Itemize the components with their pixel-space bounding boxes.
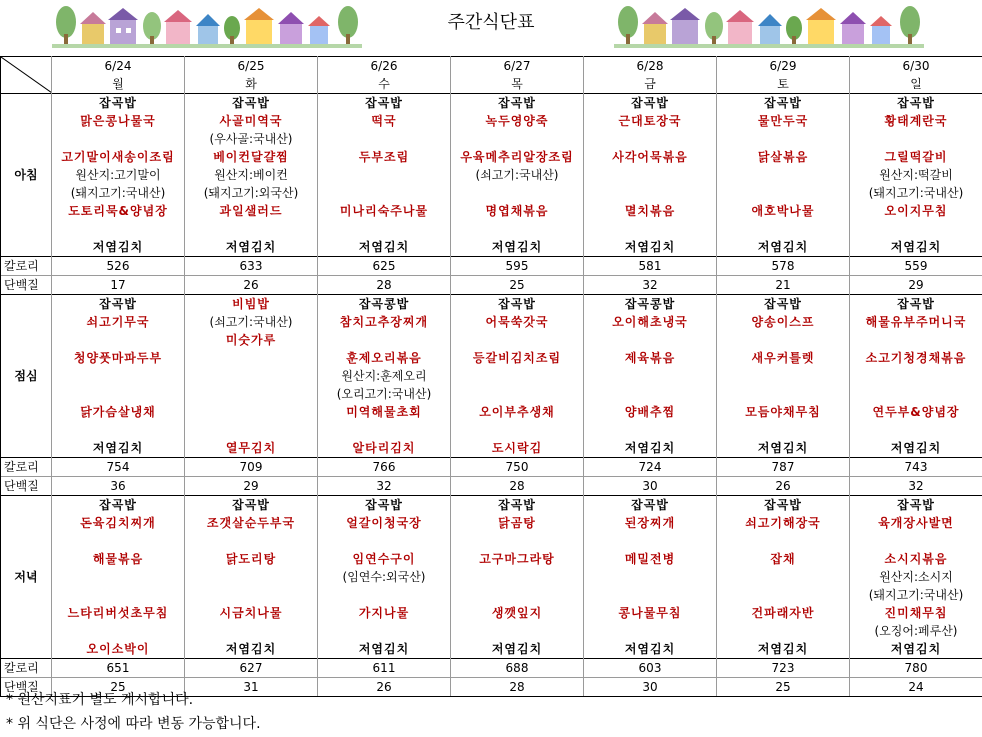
- protein-value: 28: [318, 276, 451, 295]
- dish-cell: 저염김치: [52, 238, 185, 257]
- dish-cell: [584, 385, 717, 403]
- diagonal-line: [1, 57, 52, 93]
- dish-cell: 소고기청경채볶음: [850, 349, 982, 367]
- dish-cell: [584, 568, 717, 586]
- dish-cell: [318, 586, 451, 604]
- meal-label: 저녁: [1, 496, 52, 659]
- dish-cell: 모듬야채무침: [717, 403, 850, 421]
- corner-cell: [1, 57, 52, 94]
- footnote-change: * 위 식단은 사정에 따라 변동 가능합니다.: [6, 716, 261, 732]
- dish-cell: [584, 622, 717, 640]
- meal-label: 점심: [1, 295, 52, 458]
- dish-cell: 해물유부주머니국: [850, 313, 982, 331]
- weekday-row: [1, 75, 982, 94]
- date-header: 6/26: [318, 57, 451, 76]
- dish-cell: 저염김치: [185, 238, 318, 257]
- protein-value: 26: [318, 678, 451, 697]
- dish-cell: 쇠고기무국: [52, 313, 185, 331]
- dish-cell: [584, 331, 717, 349]
- dish-cell: [451, 220, 584, 238]
- menu-row: [1, 220, 982, 238]
- dish-cell: 두부조림: [318, 148, 451, 166]
- dish-cell: 쇠고기해장국: [717, 514, 850, 532]
- dish-cell: [52, 532, 185, 550]
- page-title: 주간식단표: [447, 12, 535, 33]
- dish-cell: 맑은콩나물국: [52, 112, 185, 130]
- menu-row: [1, 568, 982, 586]
- dish-cell: 잡곡밥: [318, 496, 451, 515]
- dish-cell: (쇠고기:국내산): [185, 313, 318, 331]
- menu-row: [1, 496, 982, 515]
- dish-cell: [717, 220, 850, 238]
- calorie-row: [1, 257, 982, 276]
- calorie-value: 603: [584, 659, 717, 678]
- dish-cell: 떡국: [318, 112, 451, 130]
- date-header: 6/29: [717, 57, 850, 76]
- dish-cell: (돼지고기:국내산): [850, 184, 982, 202]
- dish-cell: 사골미역국: [185, 112, 318, 130]
- dish-cell: 도시락김: [451, 439, 584, 458]
- dish-cell: [717, 166, 850, 184]
- dish-cell: 닭곰탕: [451, 514, 584, 532]
- dish-cell: 과일샐러드: [185, 202, 318, 220]
- dish-cell: [52, 220, 185, 238]
- dish-cell: 조갯살순두부국: [185, 514, 318, 532]
- dish-cell: 등갈비김치조림: [451, 349, 584, 367]
- dish-cell: 양송이스프: [717, 313, 850, 331]
- dish-cell: 돈육김치찌개: [52, 514, 185, 532]
- dish-cell: 원산지:훈제오리: [318, 367, 451, 385]
- dish-cell: 느타리버섯초무침: [52, 604, 185, 622]
- dish-cell: 어묵쑥갓국: [451, 313, 584, 331]
- dish-cell: [584, 586, 717, 604]
- dish-cell: [584, 130, 717, 148]
- dish-cell: [185, 586, 318, 604]
- dish-cell: 잡곡밥: [717, 295, 850, 314]
- dish-cell: 잡곡밥: [52, 94, 185, 113]
- dish-cell: 저염김치: [451, 238, 584, 257]
- dish-cell: 사각어묵볶음: [584, 148, 717, 166]
- dish-cell: 고구마그라탕: [451, 550, 584, 568]
- date-header: 6/24: [52, 57, 185, 76]
- date-header: 6/27: [451, 57, 584, 76]
- dish-cell: 잡곡밥: [52, 295, 185, 314]
- dish-cell: 잡곡밥: [451, 496, 584, 515]
- weekday-header: 목: [451, 75, 584, 94]
- menu-row: [1, 550, 982, 568]
- protein-value: 26: [185, 276, 318, 295]
- village-illustration-right: [614, 2, 924, 48]
- dish-cell: 황태계란국: [850, 112, 982, 130]
- menu-row: [1, 586, 982, 604]
- dish-cell: [318, 331, 451, 349]
- menu-row: [1, 331, 982, 349]
- dish-cell: 육개장사발면: [850, 514, 982, 532]
- dish-cell: [717, 622, 850, 640]
- dish-cell: [717, 385, 850, 403]
- dish-cell: 새우커틀렛: [717, 349, 850, 367]
- weekday-header: 수: [318, 75, 451, 94]
- weekday-header: 토: [717, 75, 850, 94]
- dish-cell: 닭가슴살냉채: [52, 403, 185, 421]
- menu-row: [1, 640, 982, 659]
- dish-cell: 원산지:베이컨: [185, 166, 318, 184]
- protein-value: 32: [318, 477, 451, 496]
- dish-cell: 청양풋마파두부: [52, 349, 185, 367]
- menu-row: [1, 238, 982, 257]
- calorie-value: 787: [717, 458, 850, 477]
- dish-cell: 해물볶음: [52, 550, 185, 568]
- dish-cell: [185, 532, 318, 550]
- date-header: 6/30: [850, 57, 982, 76]
- dish-cell: 우육메추리알장조림: [451, 148, 584, 166]
- protein-row: [1, 276, 982, 295]
- calorie-value: 754: [52, 458, 185, 477]
- dish-cell: [584, 166, 717, 184]
- dish-cell: 미역해물초회: [318, 403, 451, 421]
- dish-cell: [52, 130, 185, 148]
- dish-cell: 잡채: [717, 550, 850, 568]
- dish-cell: 저염김치: [717, 640, 850, 659]
- menu-row: [1, 532, 982, 550]
- menu-row: [1, 202, 982, 220]
- calorie-value: 595: [451, 257, 584, 276]
- dish-cell: 연두부&양념장: [850, 403, 982, 421]
- dish-cell: [451, 421, 584, 439]
- dish-cell: [850, 220, 982, 238]
- weekday-header: 일: [850, 75, 982, 94]
- weekday-header: 화: [185, 75, 318, 94]
- protein-value: 25: [52, 678, 185, 697]
- protein-value: 28: [451, 477, 584, 496]
- dish-cell: 저염김치: [717, 439, 850, 458]
- dish-cell: [850, 532, 982, 550]
- calorie-value: 627: [185, 659, 318, 678]
- dish-cell: 미나리숙주나물: [318, 202, 451, 220]
- calorie-value: 750: [451, 458, 584, 477]
- menu-row: [1, 166, 982, 184]
- dish-cell: [185, 385, 318, 403]
- meal-label: 아침: [1, 94, 52, 257]
- protein-value: 17: [52, 276, 185, 295]
- protein-value: 32: [584, 276, 717, 295]
- protein-row: [1, 477, 982, 496]
- dish-cell: 소시지볶음: [850, 550, 982, 568]
- dish-cell: 잡곡콩밥: [318, 295, 451, 314]
- protein-value: 32: [850, 477, 982, 496]
- dish-cell: 저염김치: [451, 640, 584, 659]
- dish-cell: 잡곡밥: [717, 94, 850, 113]
- protein-label: 단백질: [1, 678, 52, 697]
- dish-cell: [185, 220, 318, 238]
- menu-row: [1, 403, 982, 421]
- dish-cell: 양배추찜: [584, 403, 717, 421]
- dish-cell: 그릴떡갈비: [850, 148, 982, 166]
- dish-cell: [717, 568, 850, 586]
- menu-row: [1, 94, 982, 113]
- dish-cell: 녹두영양죽: [451, 112, 584, 130]
- dish-cell: (오징어:페루산): [850, 622, 982, 640]
- dish-cell: [717, 130, 850, 148]
- menu-row: [1, 367, 982, 385]
- dish-cell: 제육볶음: [584, 349, 717, 367]
- dish-cell: 오이지무침: [850, 202, 982, 220]
- calorie-label: 칼로리: [1, 257, 52, 276]
- dish-cell: [318, 622, 451, 640]
- dish-cell: 저염김치: [850, 640, 982, 659]
- protein-value: 21: [717, 276, 850, 295]
- dish-cell: [451, 586, 584, 604]
- dish-cell: 알타리김치: [318, 439, 451, 458]
- dish-cell: [717, 184, 850, 202]
- dish-cell: [52, 385, 185, 403]
- calorie-value: 766: [318, 458, 451, 477]
- dish-cell: 가지나물: [318, 604, 451, 622]
- dish-cell: 잡곡콩밥: [584, 295, 717, 314]
- dish-cell: [717, 532, 850, 550]
- date-row: [1, 57, 982, 76]
- dish-cell: [850, 421, 982, 439]
- menu-row: [1, 130, 982, 148]
- dish-cell: [584, 367, 717, 385]
- weekday-header: 금: [584, 75, 717, 94]
- protein-value: 25: [717, 678, 850, 697]
- dish-cell: 저염김치: [584, 640, 717, 659]
- calorie-value: 709: [185, 458, 318, 477]
- dish-cell: 저염김치: [850, 439, 982, 458]
- protein-value: 30: [584, 678, 717, 697]
- dish-cell: [52, 586, 185, 604]
- calorie-value: 723: [717, 659, 850, 678]
- dish-cell: 생깻잎지: [451, 604, 584, 622]
- dish-cell: 원산지:고기말이: [52, 166, 185, 184]
- protein-value: 29: [850, 276, 982, 295]
- dish-cell: [52, 367, 185, 385]
- dish-cell: (쇠고기:국내산): [451, 166, 584, 184]
- dish-cell: (오리고기:국내산): [318, 385, 451, 403]
- dish-cell: [185, 568, 318, 586]
- dish-cell: 콩나물무침: [584, 604, 717, 622]
- dish-cell: 된장찌개: [584, 514, 717, 532]
- dish-cell: 고기말이새송이조림: [52, 148, 185, 166]
- dish-cell: [318, 130, 451, 148]
- dish-cell: [717, 421, 850, 439]
- dish-cell: [717, 331, 850, 349]
- dish-cell: [185, 367, 318, 385]
- calorie-row: [1, 458, 982, 477]
- dish-cell: 명엽채볶음: [451, 202, 584, 220]
- calorie-value: 611: [318, 659, 451, 678]
- menu-row: [1, 514, 982, 532]
- dish-cell: 열무김치: [185, 439, 318, 458]
- calorie-value: 651: [52, 659, 185, 678]
- dish-cell: 잡곡밥: [451, 94, 584, 113]
- dish-cell: 닭도리탕: [185, 550, 318, 568]
- dish-cell: 오이해초냉국: [584, 313, 717, 331]
- menu-row: [1, 604, 982, 622]
- calorie-value: 743: [850, 458, 982, 477]
- dish-cell: 도토리묵&양념장: [52, 202, 185, 220]
- menu-row: [1, 622, 982, 640]
- dish-cell: [451, 568, 584, 586]
- dish-cell: 잡곡밥: [318, 94, 451, 113]
- dish-cell: [584, 421, 717, 439]
- dish-cell: [850, 331, 982, 349]
- dish-cell: 저염김치: [717, 238, 850, 257]
- protein-value: 24: [850, 678, 982, 697]
- dish-cell: 잡곡밥: [185, 94, 318, 113]
- dish-cell: 잡곡밥: [584, 94, 717, 113]
- dish-cell: [318, 166, 451, 184]
- dish-cell: [185, 421, 318, 439]
- dish-cell: [185, 403, 318, 421]
- dish-cell: [451, 385, 584, 403]
- dish-cell: [850, 130, 982, 148]
- dish-cell: [717, 367, 850, 385]
- menu-row: [1, 439, 982, 458]
- dish-cell: 잡곡밥: [52, 496, 185, 515]
- dish-cell: 얼갈이청국장: [318, 514, 451, 532]
- calorie-value: 688: [451, 659, 584, 678]
- dish-cell: [52, 568, 185, 586]
- menu-row: [1, 385, 982, 403]
- calorie-value: 780: [850, 659, 982, 678]
- dish-cell: 임연수구이: [318, 550, 451, 568]
- dish-cell: [584, 532, 717, 550]
- calorie-value: 633: [185, 257, 318, 276]
- calorie-value: 526: [52, 257, 185, 276]
- dish-cell: 멸치볶음: [584, 202, 717, 220]
- calorie-value: 625: [318, 257, 451, 276]
- date-header: 6/28: [584, 57, 717, 76]
- dish-cell: 원산지:떡갈비: [850, 166, 982, 184]
- dish-cell: 저염김치: [850, 238, 982, 257]
- dish-cell: 잡곡밥: [850, 94, 982, 113]
- calorie-value: 559: [850, 257, 982, 276]
- calorie-value: 724: [584, 458, 717, 477]
- dish-cell: 잡곡밥: [717, 496, 850, 515]
- menu-row: [1, 112, 982, 130]
- dish-cell: [52, 622, 185, 640]
- dish-cell: [451, 367, 584, 385]
- menu-row: [1, 184, 982, 202]
- dish-cell: [451, 622, 584, 640]
- menu-row: [1, 148, 982, 166]
- dish-cell: 잡곡밥: [850, 295, 982, 314]
- dish-cell: 닭살볶음: [717, 148, 850, 166]
- dish-cell: [451, 532, 584, 550]
- protein-value: 25: [451, 276, 584, 295]
- menu-row: [1, 349, 982, 367]
- dish-cell: 물만두국: [717, 112, 850, 130]
- dish-cell: [318, 532, 451, 550]
- dish-cell: (돼지고기:외국산): [185, 184, 318, 202]
- dish-cell: 참치고추장찌개: [318, 313, 451, 331]
- dish-cell: [717, 586, 850, 604]
- calorie-label: 칼로리: [1, 659, 52, 678]
- calorie-value: 581: [584, 257, 717, 276]
- calorie-row: [1, 659, 982, 678]
- menu-row: [1, 295, 982, 314]
- dish-cell: [850, 367, 982, 385]
- dish-cell: [318, 220, 451, 238]
- dish-cell: 저염김치: [318, 238, 451, 257]
- dish-cell: 저염김치: [318, 640, 451, 659]
- dish-cell: (돼지고기:국내산): [850, 586, 982, 604]
- dish-cell: [52, 331, 185, 349]
- dish-cell: 훈제오리볶음: [318, 349, 451, 367]
- header: [0, 0, 982, 56]
- protein-value: 28: [451, 678, 584, 697]
- dish-cell: 오이부추생채: [451, 403, 584, 421]
- dish-cell: 저염김치: [52, 439, 185, 458]
- protein-value: 30: [584, 477, 717, 496]
- date-header: 6/25: [185, 57, 318, 76]
- dish-cell: 잡곡밥: [850, 496, 982, 515]
- dish-cell: 오이소박이: [52, 640, 185, 659]
- dish-cell: (우사골:국내산): [185, 130, 318, 148]
- protein-value: 31: [185, 678, 318, 697]
- dish-cell: 잡곡밥: [185, 496, 318, 515]
- dish-cell: [185, 349, 318, 367]
- dish-cell: [451, 184, 584, 202]
- dish-cell: [451, 130, 584, 148]
- dish-cell: 저염김치: [185, 640, 318, 659]
- protein-value: 36: [52, 477, 185, 496]
- weekday-header: 월: [52, 75, 185, 94]
- dish-cell: [451, 331, 584, 349]
- protein-label: 단백질: [1, 276, 52, 295]
- dish-cell: [584, 220, 717, 238]
- dish-cell: [52, 421, 185, 439]
- dish-cell: [850, 385, 982, 403]
- dish-cell: 미숫가루: [185, 331, 318, 349]
- dish-cell: 저염김치: [584, 439, 717, 458]
- dish-cell: 잡곡밥: [584, 496, 717, 515]
- dish-cell: [185, 622, 318, 640]
- dish-cell: 잡곡밥: [451, 295, 584, 314]
- dish-cell: 근대토장국: [584, 112, 717, 130]
- dish-cell: (돼지고기:국내산): [52, 184, 185, 202]
- dish-cell: 시금치나물: [185, 604, 318, 622]
- dish-cell: [318, 184, 451, 202]
- protein-label: 단백질: [1, 477, 52, 496]
- calorie-label: 칼로리: [1, 458, 52, 477]
- dish-cell: 베이컨달걀찜: [185, 148, 318, 166]
- dish-cell: (임연수:외국산): [318, 568, 451, 586]
- dish-cell: [318, 421, 451, 439]
- protein-value: 26: [717, 477, 850, 496]
- menu-row: [1, 313, 982, 331]
- dish-cell: 건파래자반: [717, 604, 850, 622]
- footnote-origin: * 원산지표기 별도 게시합니다.: [6, 692, 194, 708]
- dish-cell: 진미채무침: [850, 604, 982, 622]
- dish-cell: 비빔밥: [185, 295, 318, 314]
- dish-cell: 애호박나물: [717, 202, 850, 220]
- dish-cell: 저염김치: [584, 238, 717, 257]
- menu-table: [0, 56, 982, 697]
- dish-cell: 원산지:소시지: [850, 568, 982, 586]
- menu-row: [1, 421, 982, 439]
- dish-cell: 메밀전병: [584, 550, 717, 568]
- protein-value: 29: [185, 477, 318, 496]
- calorie-value: 578: [717, 257, 850, 276]
- dish-cell: [584, 184, 717, 202]
